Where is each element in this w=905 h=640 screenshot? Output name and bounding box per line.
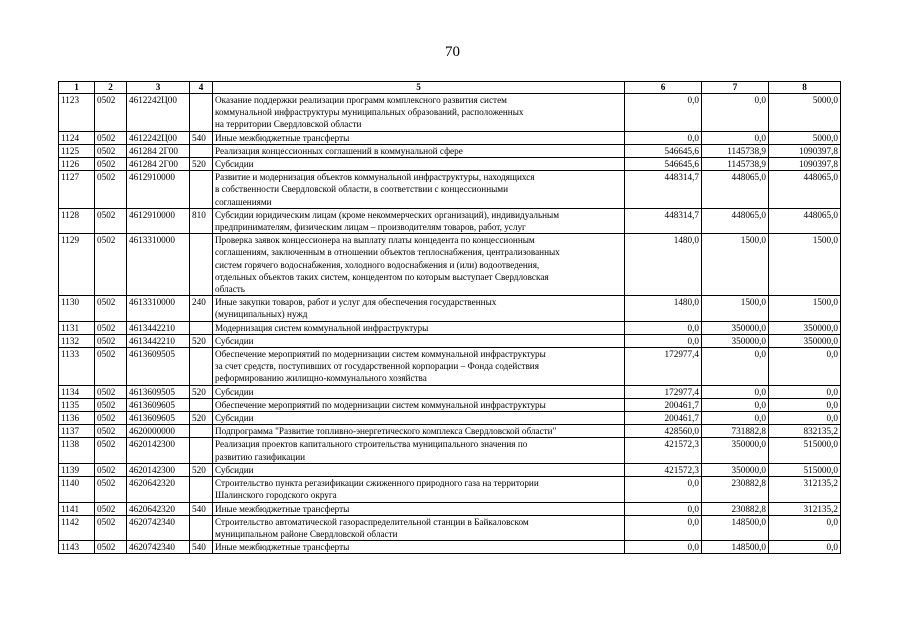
expense-type-cell: 240 [190,296,213,321]
description-cell [213,234,625,296]
amount-cell-8: 0,0 [769,348,841,386]
expense-type-cell: 540 [190,131,213,144]
target-article-cell: 4613310000 [127,296,190,321]
section-code-cell: 0502 [95,296,127,321]
section-code-cell: 0502 [95,158,127,171]
expense-type-cell [190,171,213,209]
amount-cell-7: 148500,0 [702,541,769,554]
table-row [59,425,841,438]
row-number-cell: 1126 [59,158,95,171]
amount-cell-7: 1500,0 [702,296,769,321]
description-line: Иные закупки товаров, работ и услуг для обеспечения государственных [215,297,497,308]
description-cell [213,385,625,398]
table-row [59,158,841,171]
target-article-cell: 4612242Ц00 [127,94,190,132]
description-line: реформированию жилищно-коммунального хозяйства [215,373,427,384]
description-line: Строительство пункта регазификации сжиженного природного газа на территории [215,478,539,489]
target-article-cell: 4620642320 [127,477,190,502]
table-row [59,477,841,502]
expense-type-cell: 520 [190,385,213,398]
table-row [59,234,841,296]
section-code-cell: 0502 [95,94,127,132]
target-article-cell: 4620642320 [127,502,190,515]
table-row [59,502,841,515]
section-code-cell: 0502 [95,502,127,515]
section-code-cell: 0502 [95,477,127,502]
description-line: соглашениями [215,196,272,207]
table-row [59,348,841,386]
amount-cell-7: 0,0 [702,348,769,386]
section-code-cell: 0502 [95,144,127,157]
amount-cell-6: 200461,7 [625,398,702,411]
amount-cell-7: 230882,8 [702,502,769,515]
description-line: отдельных объектов таких систем, концедентом по которым выступает Свердловская [215,271,549,282]
amount-cell-8: 1090397,8 [769,144,841,157]
row-number-cell: 1135 [59,398,95,411]
description-cell [213,94,625,132]
description-line: Подпрограмма "Развитие топливно-энергетического комплекса Свердловской области" [215,426,557,437]
row-number-cell: 1125 [59,144,95,157]
description-line: предпринимателям, физическим лицам – производителям товаров, работ, услуг [215,222,526,233]
row-number-cell: 1141 [59,502,95,515]
description-line: развитию газификации [215,451,306,462]
amount-cell-8: 0,0 [769,398,841,411]
description-cell [213,131,625,144]
description-line: Шалинского городского округа [215,490,337,501]
description-line: Реализация концессионных соглашений в коммунальной сфере [215,145,463,156]
section-code-cell: 0502 [95,131,127,144]
target-article-cell: 4613442210 [127,334,190,347]
expense-type-cell [190,321,213,334]
amount-cell-6: 172977,4 [625,348,702,386]
section-code-cell: 0502 [95,515,127,540]
section-code-cell: 0502 [95,348,127,386]
description-line: Обеспечение мероприятий по модернизации систем коммунальной инфраструктуры [215,349,546,360]
expense-type-cell: 810 [190,208,213,233]
amount-cell-7: 0,0 [702,412,769,425]
description-line: Проверка заявок концессионера на выплату платы концедента по концессионным [215,235,535,246]
target-article-cell: 461284 2Г00 [127,144,190,157]
table-row [59,412,841,425]
expense-type-cell [190,144,213,157]
table-row [59,515,841,540]
amount-cell-6: 1480,0 [625,296,702,321]
section-code-cell: 0502 [95,321,127,334]
target-article-cell: 4613442210 [127,321,190,334]
description-line: Развитие и модернизация объектов коммунальной инфраструктуры, находящихся [215,172,535,183]
amount-cell-8: 515000,0 [769,438,841,463]
amount-cell-7: 448065,0 [702,208,769,233]
description-cell [213,158,625,171]
target-article-cell: 4620742340 [127,541,190,554]
description-cell [213,296,625,321]
amount-cell-6: 0,0 [625,477,702,502]
amount-cell-8: 1500,0 [769,296,841,321]
column-header: 1 [59,82,95,94]
section-code-cell: 0502 [95,398,127,411]
table-row [59,208,841,233]
description-cell [213,463,625,476]
expense-type-cell: 520 [190,158,213,171]
description-line: Оказание поддержки реализации программ комплексного развития систем [215,95,507,105]
column-header: 2 [95,82,127,94]
section-code-cell: 0502 [95,463,127,476]
column-header: 4 [190,82,213,94]
amount-cell-6: 421572,3 [625,463,702,476]
target-article-cell: 4613609505 [127,348,190,386]
description-line: муниципальном районе Свердловской области [215,528,398,539]
expense-type-cell [190,438,213,463]
row-number-cell: 1123 [59,94,95,132]
target-article-cell: 4620742340 [127,515,190,540]
amount-cell-8: 312135,2 [769,502,841,515]
amount-cell-7: 0,0 [702,398,769,411]
column-header: 5 [213,82,625,94]
expense-type-cell: 540 [190,502,213,515]
table-row [59,171,841,209]
description-line: Субсидии юридическим лицам (кроме некоммерческих организаций), индивидуальным [215,209,560,220]
amount-cell-8: 1090397,8 [769,158,841,171]
amount-cell-6: 1480,0 [625,234,702,296]
amount-cell-6: 421572,3 [625,438,702,463]
row-number-cell: 1143 [59,541,95,554]
description-cell [213,334,625,347]
table-row [59,541,841,554]
table-header-row [59,82,841,94]
expense-type-cell [190,348,213,386]
description-line: Реализация проектов капитального строительства муниципального значения по [215,439,528,450]
section-code-cell: 0502 [95,234,127,296]
description-line: область [215,284,245,295]
amount-cell-7: 0,0 [702,385,769,398]
amount-cell-8: 832135,2 [769,425,841,438]
description-line: Субсидии [215,413,254,424]
section-code-cell: 0502 [95,412,127,425]
amount-cell-7: 148500,0 [702,515,769,540]
target-article-cell: 4613609605 [127,412,190,425]
description-cell [213,425,625,438]
description-line: Иные межбюджетные трансферты [215,132,350,143]
description-line: коммунальной инфраструктуры муниципальных образований, расположенных [215,107,524,118]
target-article-cell: 4620000000 [127,425,190,438]
expense-type-cell [190,425,213,438]
description-cell [213,348,625,386]
amount-cell-7: 1145738,9 [702,158,769,171]
table-row [59,463,841,476]
description-cell [213,541,625,554]
table-row [59,438,841,463]
description-line: Строительство автоматической газораспределительной станции в Байкаловском [215,516,529,527]
description-cell [213,477,625,502]
amount-cell-8: 1500,0 [769,234,841,296]
amount-cell-6: 0,0 [625,502,702,515]
description-cell [213,144,625,157]
description-cell [213,208,625,233]
description-line: (муниципальных) нужд [215,309,308,320]
amount-cell-8: 0,0 [769,515,841,540]
row-number-cell: 1138 [59,438,95,463]
target-article-cell: 4612910000 [127,208,190,233]
description-line: Субсидии [215,386,254,397]
amount-cell-6: 448314,7 [625,208,702,233]
amount-cell-6: 0,0 [625,334,702,347]
column-header: 6 [625,82,702,94]
column-header: 8 [769,82,841,94]
amount-cell-8: 5000,0 [769,94,841,132]
amount-cell-7: 350000,0 [702,463,769,476]
target-article-cell: 4612242Ц00 [127,131,190,144]
description-cell [213,398,625,411]
target-article-cell: 4620142300 [127,438,190,463]
description-line: за счет средств, поступивших от государственной корпорации – Фонда содействия [215,361,539,372]
description-line: систем горячего водоснабжения, холодного водоснабжения и (или) водоотведения, [215,259,540,270]
amount-cell-8: 350000,0 [769,334,841,347]
row-number-cell: 1137 [59,425,95,438]
row-number-cell: 1124 [59,131,95,144]
amount-cell-8: 515000,0 [769,463,841,476]
expense-type-cell: 520 [190,334,213,347]
amount-cell-6: 0,0 [625,131,702,144]
amount-cell-8: 0,0 [769,412,841,425]
row-number-cell: 1142 [59,515,95,540]
budget-table [58,81,841,554]
amount-cell-6: 0,0 [625,94,702,132]
amount-cell-8: 5000,0 [769,131,841,144]
target-article-cell: 4613609505 [127,385,190,398]
target-article-cell: 4613609605 [127,398,190,411]
section-code-cell: 0502 [95,208,127,233]
amount-cell-7: 230882,8 [702,477,769,502]
amount-cell-8: 448065,0 [769,171,841,209]
amount-cell-6: 0,0 [625,321,702,334]
expense-type-cell [190,515,213,540]
description-cell [213,412,625,425]
description-cell [213,321,625,334]
description-line: в собственности Свердловской области, в соответствии с концессионными [215,184,509,195]
description-line: Модернизация систем коммунальной инфраструктуры [215,322,429,333]
description-line: Иные межбюджетные трансферты [215,503,350,514]
amount-cell-7: 350000,0 [702,321,769,334]
table-row [59,398,841,411]
row-number-cell: 1132 [59,334,95,347]
target-article-cell: 4612910000 [127,171,190,209]
description-cell [213,502,625,515]
amount-cell-6: 200461,7 [625,412,702,425]
description-cell [213,171,625,209]
expense-type-cell [190,94,213,132]
amount-cell-8: 448065,0 [769,208,841,233]
amount-cell-6: 428560,0 [625,425,702,438]
table-row [59,296,841,321]
row-number-cell: 1128 [59,208,95,233]
column-header: 3 [127,82,190,94]
row-number-cell: 1136 [59,412,95,425]
table-row [59,334,841,347]
amount-cell-6: 546645,6 [625,144,702,157]
section-code-cell: 0502 [95,385,127,398]
amount-cell-7: 0,0 [702,131,769,144]
row-number-cell: 1129 [59,234,95,296]
table-row [59,94,841,132]
amount-cell-6: 448314,7 [625,171,702,209]
amount-cell-7: 1145738,9 [702,144,769,157]
description-line: Субсидии [215,335,254,346]
target-article-cell: 4620142300 [127,463,190,476]
amount-cell-7: 1500,0 [702,234,769,296]
section-code-cell: 0502 [95,425,127,438]
table-row [59,321,841,334]
section-code-cell: 0502 [95,334,127,347]
table-row [59,385,841,398]
amount-cell-7: 350000,0 [702,438,769,463]
section-code-cell: 0502 [95,541,127,554]
description-line: Субсидии [215,464,254,475]
description-cell [213,515,625,540]
row-number-cell: 1133 [59,348,95,386]
target-article-cell: 4613310000 [127,234,190,296]
description-line: на территории Свердловской области [215,119,362,130]
table-row [59,144,841,157]
amount-cell-8: 312135,2 [769,477,841,502]
amount-cell-7: 448065,0 [702,171,769,209]
amount-cell-7: 0,0 [702,94,769,132]
description-line: Обеспечение мероприятий по модернизации систем коммунальной инфраструктуры [215,399,546,410]
row-number-cell: 1130 [59,296,95,321]
amount-cell-8: 350000,0 [769,321,841,334]
expense-type-cell: 520 [190,463,213,476]
amount-cell-6: 0,0 [625,541,702,554]
target-article-cell: 461284 2Г00 [127,158,190,171]
section-code-cell: 0502 [95,171,127,209]
expense-type-cell: 520 [190,412,213,425]
description-cell [213,438,625,463]
amount-cell-8: 0,0 [769,541,841,554]
amount-cell-7: 350000,0 [702,334,769,347]
description-line: Субсидии [215,159,254,170]
amount-cell-6: 546645,6 [625,158,702,171]
amount-cell-6: 0,0 [625,515,702,540]
description-line: соглашениям, заключенным в отношении объектов теплоснабжения, централизованных [215,247,560,258]
amount-cell-6: 172977,4 [625,385,702,398]
expense-type-cell [190,398,213,411]
section-code-cell: 0502 [95,438,127,463]
page-number: 70 [445,44,460,60]
table-body [59,94,841,554]
row-number-cell: 1134 [59,385,95,398]
description-line: Иные межбюджетные трансферты [215,542,350,553]
expense-type-cell [190,234,213,296]
amount-cell-8: 0,0 [769,385,841,398]
row-number-cell: 1127 [59,171,95,209]
row-number-cell: 1131 [59,321,95,334]
row-number-cell: 1140 [59,477,95,502]
expense-type-cell: 540 [190,541,213,554]
row-number-cell: 1139 [59,463,95,476]
expense-type-cell [190,477,213,502]
table-row [59,131,841,144]
column-header: 7 [702,82,769,94]
amount-cell-7: 731882,8 [702,425,769,438]
